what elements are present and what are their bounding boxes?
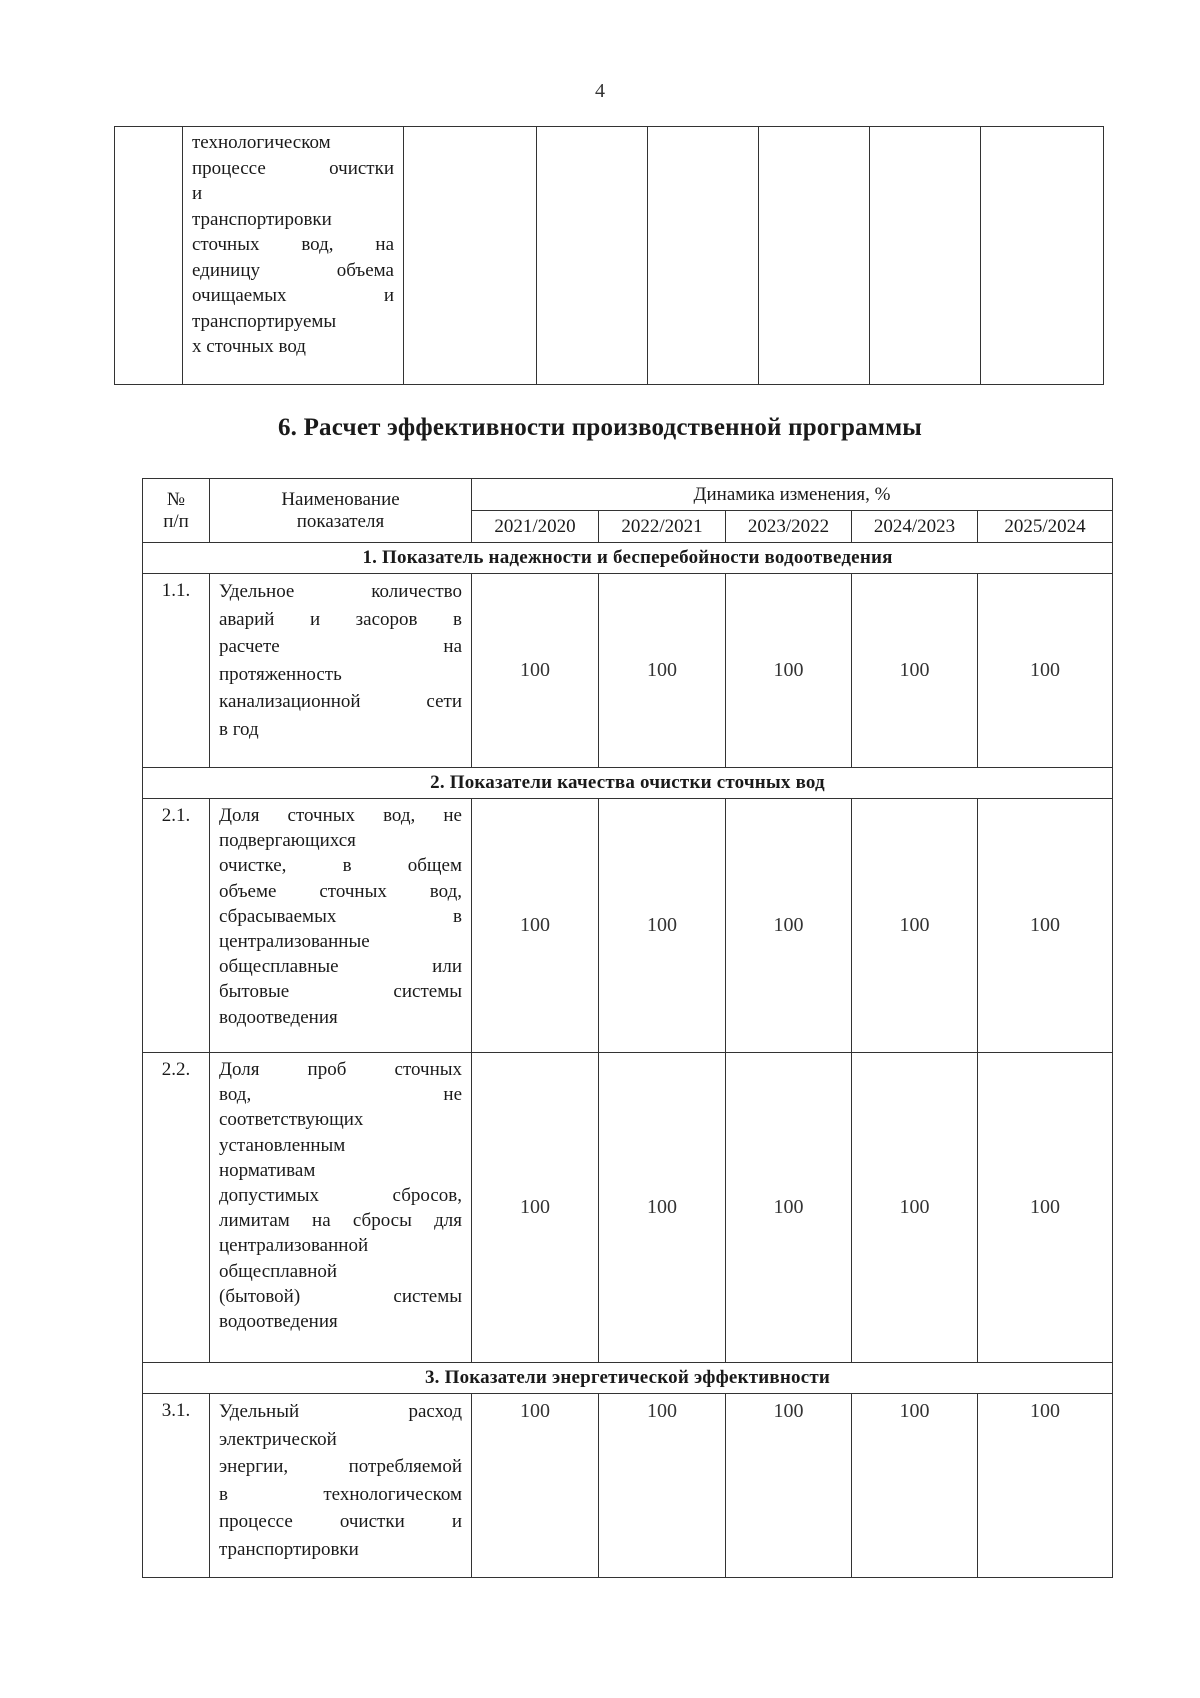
description-line: и [192, 183, 203, 204]
row-name [210, 574, 472, 768]
description-line: х сточных вод [192, 336, 306, 357]
continuation-empty-cell [404, 127, 537, 385]
name-line: вод, не [219, 1084, 462, 1106]
row-value: 100 [852, 1053, 978, 1363]
row-value: 100 [852, 574, 978, 768]
description-line: сточных вод, на [192, 234, 394, 255]
row-num: 1.1. [143, 574, 210, 768]
row-value: 100 [726, 799, 852, 1053]
name-line: расчете на [219, 636, 462, 657]
page-number: 4 [595, 80, 605, 102]
header-row [143, 479, 1113, 511]
name-line: лимитам на сбросы для [219, 1210, 462, 1232]
table-row [143, 799, 1113, 1053]
name-line: бытовые системы [219, 981, 462, 1003]
table-row [143, 574, 1113, 768]
continuation-empty-cell [537, 127, 648, 385]
continuation-table [114, 126, 1104, 385]
table-row [143, 1053, 1113, 1363]
efficiency-table [142, 478, 1113, 1578]
row-value: 100 [599, 1053, 726, 1363]
continuation-num-cell [115, 127, 183, 385]
row-num: 2.1. [143, 799, 210, 1053]
name-line: Доля сточных вод, не [219, 805, 462, 826]
row-value: 100 [472, 799, 599, 1053]
group-title: 2. Показатели качества очистки сточных вод [143, 768, 1113, 799]
row-name [210, 1394, 472, 1578]
header-name-line: показателя [296, 510, 385, 532]
group-row [143, 1363, 1113, 1394]
continuation-row [115, 127, 1104, 385]
row-value: 100 [978, 799, 1113, 1053]
name-line: Удельное количество [219, 581, 462, 602]
name-line: энергии, потребляемой [219, 1456, 462, 1477]
name-line: нормативам [219, 1159, 316, 1181]
name-line: общесплавные или [219, 956, 462, 978]
section-title: 6. Расчет эффективности производственной программы [277, 414, 923, 441]
name-line: в год [219, 718, 259, 740]
name-line: объеме сточных вод, [219, 880, 462, 902]
row-value: 100 [978, 574, 1113, 768]
header-name-line: Наименование [281, 488, 400, 510]
group-title: 3. Показатели энергетической эффективности [143, 1363, 1113, 1394]
name-line: централизованной [219, 1235, 369, 1257]
continuation-empty-cell [648, 127, 759, 385]
row-value: 100 [852, 799, 978, 1053]
description-line: единицу объема [192, 259, 394, 281]
name-line: водоотведения [219, 1006, 338, 1028]
header-period: 2023/2022 [726, 511, 852, 543]
name-line: процессе очистки и [219, 1511, 462, 1532]
header-num-line: № [166, 488, 186, 510]
name-line: протяженность [219, 663, 342, 685]
name-line: Доля проб сточных [219, 1059, 462, 1080]
row-value: 100 [852, 1394, 978, 1578]
header-period: 2025/2024 [978, 511, 1113, 543]
row-value: 100 [726, 574, 852, 768]
continuation-empty-cell [981, 127, 1104, 385]
name-line: транспортировки [219, 1538, 359, 1560]
row-value: 100 [472, 1053, 599, 1363]
name-line: водоотведения [219, 1311, 338, 1333]
row-value: 100 [599, 799, 726, 1053]
name-line: электрической [219, 1428, 337, 1450]
group-row [143, 768, 1113, 799]
row-value: 100 [472, 574, 599, 768]
continuation-empty-cell [870, 127, 981, 385]
name-line: общесплавной [219, 1260, 338, 1282]
header-name [210, 479, 472, 543]
name-line: подвергающихся [219, 830, 356, 852]
header-period: 2022/2021 [599, 511, 726, 543]
row-num: 2.2. [143, 1053, 210, 1363]
name-line: установленным [219, 1134, 346, 1156]
row-value: 100 [978, 1053, 1113, 1363]
row-value: 100 [599, 1394, 726, 1578]
header-dynamics: Динамика изменения, % [472, 479, 1113, 511]
header-period: 2024/2023 [852, 511, 978, 543]
description-line: транспортировки [192, 208, 332, 230]
continuation-empty-cell [759, 127, 870, 385]
name-line: допустимых сбросов, [219, 1185, 462, 1207]
description-line: процессе очистки [192, 157, 394, 179]
description-line: технологическом [192, 132, 331, 153]
name-line: в технологическом [219, 1483, 462, 1505]
name-line: централизованные [219, 931, 370, 953]
name-line: соответствующих [219, 1109, 364, 1131]
name-line: сбрасываемых в [219, 905, 462, 927]
description-line: транспортируемы [192, 310, 337, 332]
group-title: 1. Показатель надежности и бесперебойности водоотведения [143, 543, 1113, 574]
header-num-line: п/п [163, 510, 189, 532]
name-line: канализационной сети [219, 691, 462, 712]
row-value: 100 [599, 574, 726, 768]
header-period: 2021/2020 [472, 511, 599, 543]
row-value: 100 [978, 1394, 1113, 1578]
row-name [210, 1053, 472, 1363]
row-num: 3.1. [143, 1394, 210, 1578]
row-name [210, 799, 472, 1053]
row-value: 100 [726, 1053, 852, 1363]
description-line: очищаемых и [192, 285, 394, 306]
table-row [143, 1394, 1113, 1578]
name-line: (бытовой) системы [219, 1285, 462, 1307]
row-value: 100 [726, 1394, 852, 1578]
header-num [143, 479, 210, 543]
name-line: Удельный расход [219, 1401, 462, 1422]
name-line: аварий и засоров в [219, 608, 462, 630]
group-row [143, 543, 1113, 574]
row-value: 100 [472, 1394, 599, 1578]
name-line: очистке, в общем [219, 855, 462, 877]
continuation-description [183, 127, 404, 385]
